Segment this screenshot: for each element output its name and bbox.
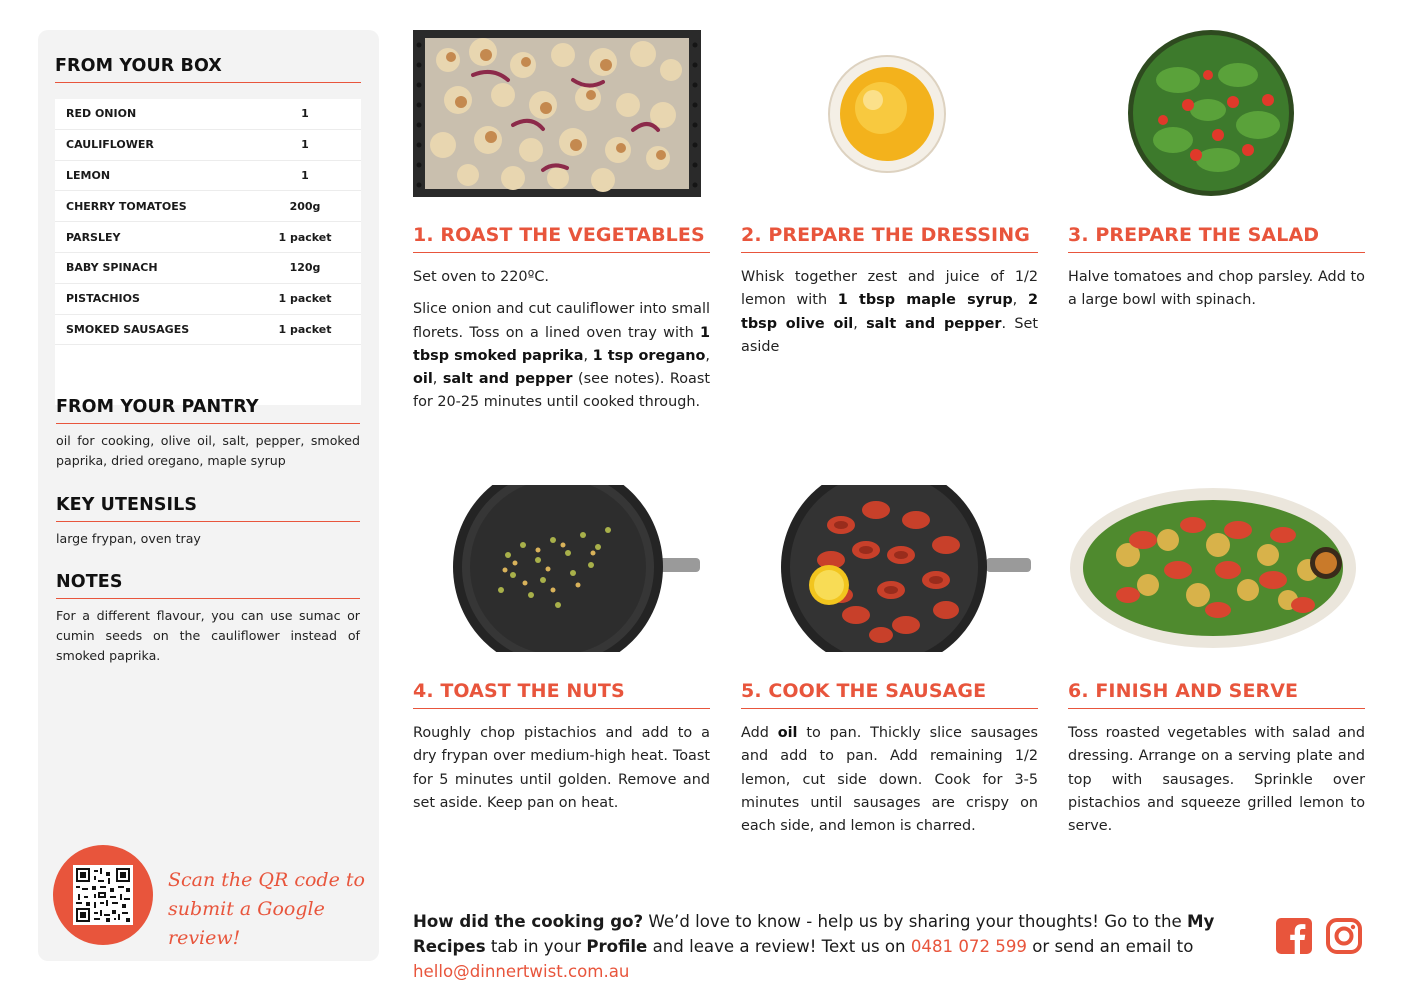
notes-text: For a different flavour, you can use sumac or cumin seeds on the cauliflower instead of smoked paprika. xyxy=(56,608,360,663)
finish-serve-photo xyxy=(1068,485,1365,652)
step5-text: Add oil to pan. Thickly slice sausages and add to pan. Add remaining 1/2 lemon, cut side down. Cook for 3-5 minutes until sausages are crispy on each side, and lemon is charred. xyxy=(741,725,1038,835)
step3-text: Halve tomatoes and chop parsley. Add to a large bowl with spinach. xyxy=(1068,269,1365,309)
qr-code-icon[interactable] xyxy=(73,865,133,925)
dressing-photo xyxy=(741,30,1038,197)
phone-link[interactable]: 0481 072 599 xyxy=(910,937,1027,956)
ingredient-name: PISTACHIOS xyxy=(66,292,140,306)
step2-title: 2. PREPARE THE DRESSING xyxy=(741,224,1038,253)
ingredient-name: CAULIFLOWER xyxy=(66,138,154,152)
ingredient-qty: 1 packet xyxy=(278,292,332,306)
ingredient-name: SMOKED SAUSAGES xyxy=(66,322,190,336)
ingredient-qty: 1 xyxy=(301,138,309,152)
instagram-icon[interactable] xyxy=(1326,918,1362,954)
ingredient-qty: 1 packet xyxy=(278,322,332,336)
pantry-text: oil for cooking, olive oil, salt, pepper, smoked paprika, dried oregano, maple syrup xyxy=(56,433,360,468)
table-row xyxy=(55,161,361,192)
ingredient-name: CHERRY TOMATOES xyxy=(66,199,187,213)
utensils-text: large frypan, oven tray xyxy=(56,531,201,546)
qr-badge xyxy=(53,845,153,945)
step1-text xyxy=(413,266,710,424)
table-row xyxy=(55,284,361,315)
notes-heading: NOTES xyxy=(56,572,360,599)
roast-vegetables-photo xyxy=(413,30,701,197)
table-row xyxy=(55,191,361,222)
table-row xyxy=(55,222,361,253)
step4-title: 4. TOAST THE NUTS xyxy=(413,680,710,709)
step6-title: 6. FINISH AND SERVE xyxy=(1068,680,1365,709)
utensils-heading: KEY UTENSILS xyxy=(56,495,360,522)
ingredient-name: BABY SPINACH xyxy=(66,261,158,275)
table-row xyxy=(55,130,361,161)
ingredient-qty: 1 xyxy=(301,168,309,182)
ingredient-name: LEMON xyxy=(66,168,111,182)
ingredients-table xyxy=(55,99,361,405)
step5-title: 5. COOK THE SAUSAGE xyxy=(741,680,1038,709)
step1-para2: Slice onion and cut cauliflower into small florets. Toss on a lined oven tray with 1 tbsp smoked paprika, 1 tsp oregano, oil, salt and pepper (see notes). Roast for 20-25 minutes until cooked through. xyxy=(413,301,711,411)
table-row xyxy=(55,99,361,130)
footer-review-text: How did the cooking go? We’d love to know - help us by sharing your thoughts! Go to the My Recipes tab in your Profile and leave a review! Text us on 0481 072 599 or send an email to hello@dinnertwist.com.au xyxy=(413,912,1215,981)
table-row xyxy=(55,315,361,346)
ingredient-qty: 120g xyxy=(289,261,321,275)
table-row xyxy=(55,253,361,284)
facebook-icon[interactable] xyxy=(1276,918,1312,954)
pantry-heading: FROM YOUR PANTRY xyxy=(56,397,360,424)
ingredient-qty: 1 packet xyxy=(278,230,332,244)
ingredient-name: RED ONION xyxy=(66,107,137,121)
qr-caption-line1: Scan the QR code to xyxy=(168,869,365,891)
step2-text: Whisk together zest and juice of 1/2 lemon with 1 tbsp maple syrup, 2 tbsp olive oil, salt and pepper. Set aside xyxy=(741,269,1039,355)
cook-sausage-photo xyxy=(741,485,1038,652)
ingredient-qty: 1 xyxy=(301,107,309,121)
salad-photo xyxy=(1068,30,1365,197)
step6-text: Toss roasted vegetables with salad and dressing. Arrange on a serving plate and top with sausages. Sprinkle over pistachios and squeeze grilled lemon to serve. xyxy=(1068,725,1365,835)
step1-para1: Set oven to 220ºC. xyxy=(413,269,549,285)
ingredient-qty: 200g xyxy=(289,199,321,213)
step1-title: 1. ROAST THE VEGETABLES xyxy=(413,224,710,253)
box-heading: FROM YOUR BOX xyxy=(55,56,361,83)
step3-title: 3. PREPARE THE SALAD xyxy=(1068,224,1365,253)
step4-text: Roughly chop pistachios and add to a dry frypan over medium-high heat. Toast for 5 minutes until golden. Remove and set aside. Keep pan on heat. xyxy=(413,725,710,811)
toast-nuts-photo xyxy=(413,485,701,652)
qr-caption-line2: submit a Google review! xyxy=(168,898,325,949)
sidebar xyxy=(38,30,379,961)
ingredient-name: PARSLEY xyxy=(66,230,121,244)
qr-caption xyxy=(168,866,368,953)
email-link[interactable]: hello@dinnertwist.com.au xyxy=(413,962,630,981)
